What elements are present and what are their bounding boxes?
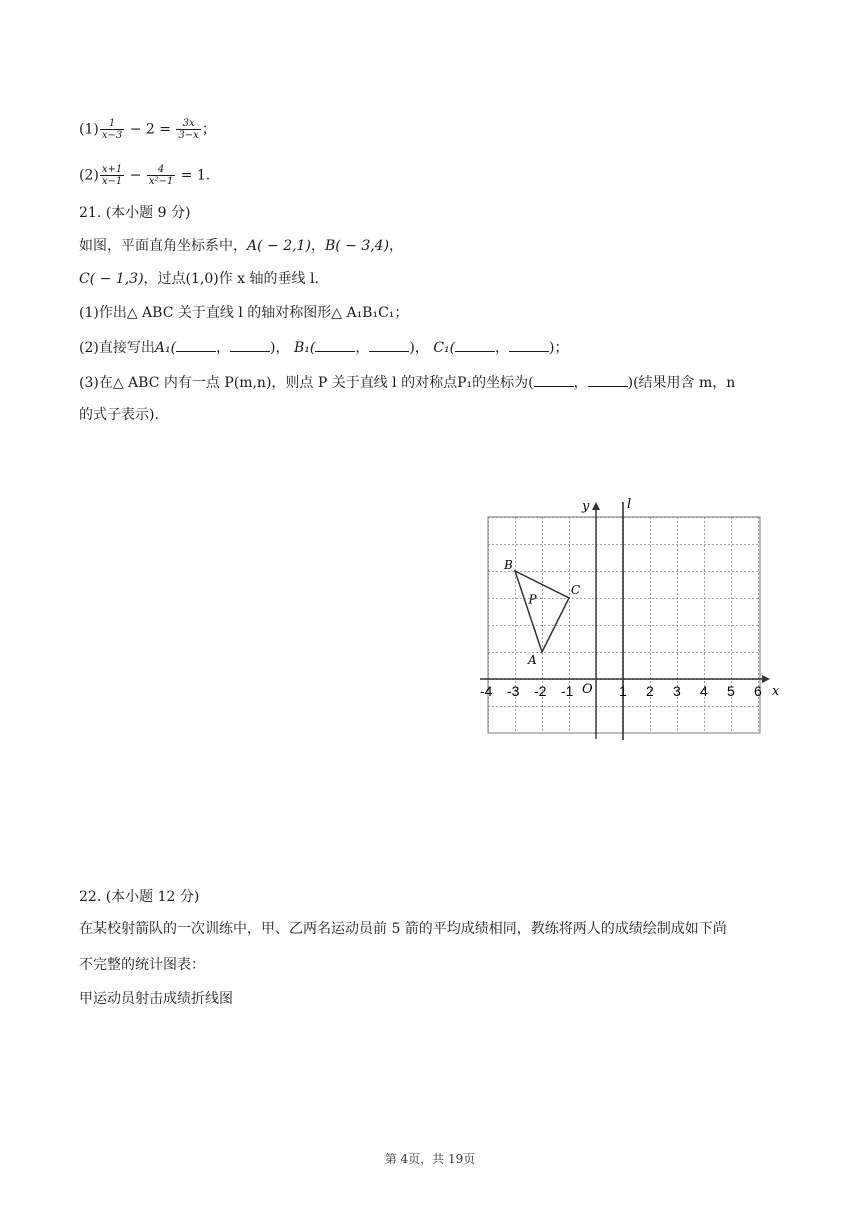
q22-body-1: 在某校射箭队的一次训练中，甲、乙两名运动员前 5 箭的平均成绩相同，教练将两人的成绩绘制成如下尚 (79, 921, 727, 937)
origin-label: O (582, 682, 593, 697)
y-axis-label: y (582, 499, 590, 514)
x-tick-label: -1 (561, 683, 574, 699)
q21-part3-cont: 的式子表示). (79, 407, 159, 423)
fraction: $\frac{4}{\text{x²−1}}$ (148, 164, 174, 187)
x-tick-label: 2 (646, 683, 654, 699)
q22-chart-caption: 甲运动员射击成绩折线图 (79, 991, 233, 1007)
fraction: $\frac{1}{x-3}$ (101, 118, 123, 141)
x-tick-label: 3 (673, 683, 681, 699)
q22-header: 22. (本小题 12 分) (79, 889, 200, 905)
fraction: $\frac{3x}{3-x}$ (178, 118, 199, 141)
answer-blank[interactable] (534, 372, 574, 387)
x-axis-label: x (772, 684, 780, 699)
x-tick-label: -2 (534, 683, 547, 699)
answer-blank[interactable] (230, 337, 270, 352)
x-tick-label: 5 (727, 683, 735, 699)
triangle-abc (515, 571, 569, 652)
point-a-label: A (528, 653, 537, 667)
coordinate-grid-figure (470, 490, 780, 745)
x-tick-label: -3 (507, 683, 520, 699)
q20-part1: (1) $\frac{1}{x-3}$ − 2 = $\frac{3x}{3-x}$ ； (79, 118, 216, 141)
answer-blank[interactable] (588, 372, 628, 387)
fraction: $\frac{x+1}{x-1}$ (101, 164, 123, 187)
x-tick-label: 1 (619, 683, 627, 699)
x-tick-label: 4 (700, 683, 708, 699)
answer-blank[interactable] (509, 337, 549, 352)
grid-lines (488, 517, 760, 733)
page-footer: 第 4页，共 19页 (384, 1152, 476, 1166)
q21-part3: (3)在△ ABC 内有一点 P(m,n)，则点 P 关于直线 l 的对称点P₁的坐标为( ， )(结果用含 m，n (79, 372, 735, 393)
q21-intro-2: C( − 1,3)，过点(1,0)作 x 轴的垂线 l. (79, 271, 319, 287)
answer-blank[interactable] (176, 337, 216, 352)
x-tick-label: -4 (480, 683, 493, 699)
q21-part2: (2)直接写出A₁( ， )， B₁( ， )， C₁( ， )； (79, 337, 569, 358)
y-axis-arrow-icon (592, 502, 600, 510)
answer-blank[interactable] (315, 337, 355, 352)
x-tick-labels (480, 683, 762, 699)
q20-part2: (2) $\frac{x+1}{x-1}$ − $\frac{4}{\text{x²−1}}$ = 1． (79, 164, 220, 187)
grid-border (488, 517, 760, 733)
point-c-label: C (571, 583, 581, 597)
line-l-label: l (627, 497, 632, 512)
q22-body-2: 不完整的统计图表： (79, 957, 205, 973)
answer-blank[interactable] (455, 337, 495, 352)
q21-intro-1: 如图，平面直角坐标系中，A( − 2,1)，B( − 3,4)， (79, 238, 404, 254)
x-axis-arrow-icon (762, 675, 770, 683)
q21-part1: (1)作出△ ABC 关于直线 l 的轴对称图形△ A₁B₁C₁； (79, 305, 409, 321)
point-b-label: B (504, 558, 513, 572)
x-tick-label: 6 (754, 683, 762, 699)
point-p-label: P (528, 592, 537, 607)
q21-header: 21. (本小题 9 分) (79, 205, 191, 221)
answer-blank[interactable] (369, 337, 409, 352)
